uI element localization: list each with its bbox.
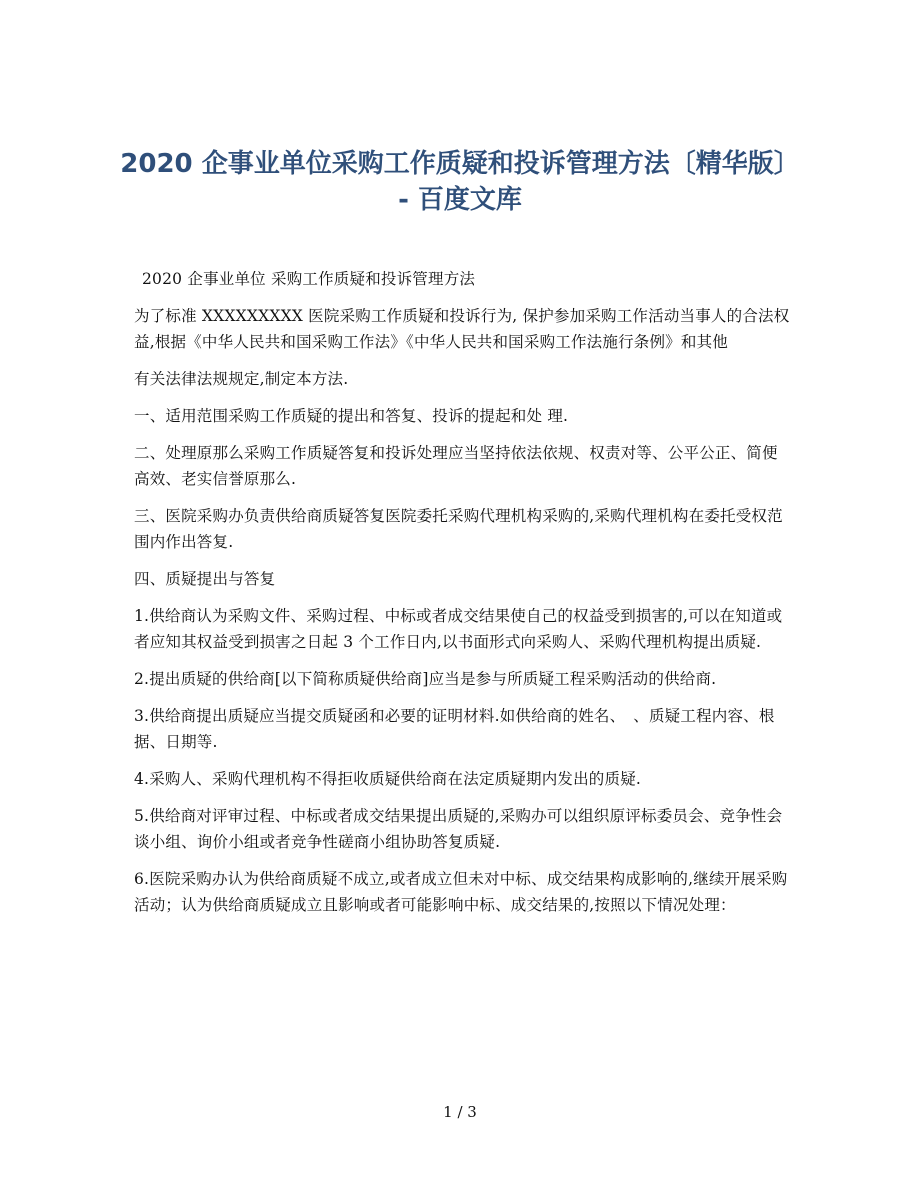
- document-body: [134, 266, 790, 929]
- paragraph: 3.供给商提出质疑应当提交质疑函和必要的证明材料.如供给商的姓名、 、质疑工程内容、根据、日期等.: [134, 707, 775, 751]
- document-title: 2020 企事业单位采购工作质疑和投诉管理方法〔精华版〕 - 百度文库: [120, 149, 800, 215]
- paragraph: 二、处理原那么采购工作质疑答复和投诉处理应当坚持依法依规、权责对等、公平公正、简便高效、老实信誉原那么.: [134, 444, 778, 488]
- paragraph: 三、医院采购办负责供给商质疑答复医院委托采购代理机构采购的,采购代理机构在委托受权范围内作出答复.: [134, 507, 783, 551]
- paragraph: 为了标准 XXXXXXXXX 医院采购工作质疑和投诉行为, 保护参加采购工作活动当事人的合法权益,根据《中华人民共和国采购工作法》《中华人民共和国采购工作法施行条例》和其他: [134, 307, 790, 351]
- paragraph: 4.采购人、采购代理机构不得拒收质疑供给商在法定质疑期内发出的质疑.: [134, 770, 642, 788]
- section-heading: 四、质疑提出与答复: [134, 570, 276, 588]
- paragraph: 一、适用范围采购工作质疑的提出和答复、投诉的提起和处 理.: [134, 407, 569, 425]
- paragraph: 6.医院采购办认为供给商质疑不成立,或者成立但未对中标、成交结果构成影响的,继续开展采购活动；认为供给商质疑成立且影响或者可能影响中标、成交结果的,按照以下情况处理：: [134, 870, 788, 914]
- paragraph: 2.提出质疑的供给商[以下简称质疑供给商]应当是参与所质疑工程采购活动的供给商.: [134, 670, 717, 688]
- paragraph: 1.供给商认为采购文件、采购过程、中标或者成交结果使自己的权益受到损害的,可以在知道或者应知其权益受到损害之日起 3 个工作日内,以书面形式向采购人、采购代理机构提出质疑.: [134, 607, 783, 651]
- paragraph: 有关法律法规规定,制定本方法.: [134, 370, 349, 388]
- page-number: 1 / 3: [443, 1103, 477, 1121]
- paragraph-subtitle: 2020 企事业单位 采购工作质疑和投诉管理方法: [142, 270, 476, 288]
- paragraph: 5.供给商对评审过程、中标或者成交结果提出质疑的,采购办可以组织原评标委员会、竞争性会谈小组、询价小组或者竞争性磋商小组协助答复质疑.: [134, 807, 783, 851]
